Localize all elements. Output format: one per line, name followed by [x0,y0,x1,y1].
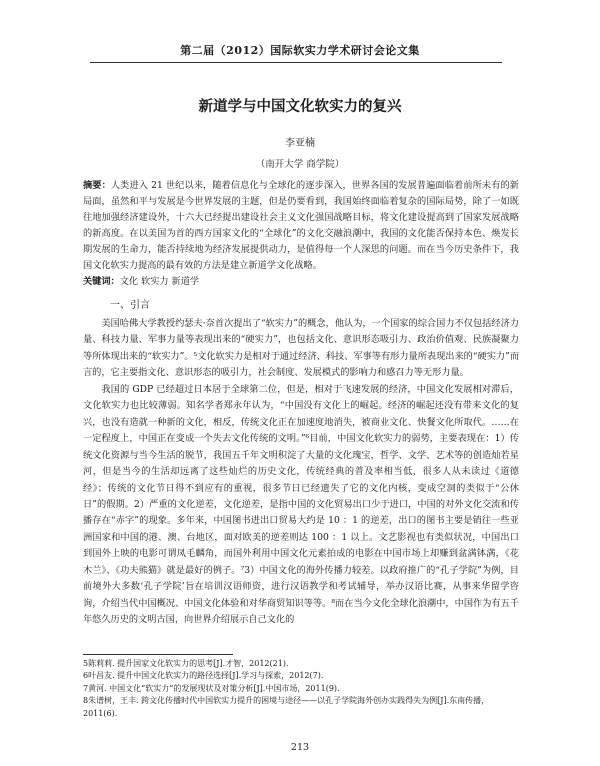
footnote-rule [83,654,233,655]
header-rule [90,62,502,63]
footnote: 6叶昌友. 提升中国文化软实力的路径选择[J].学习与探索，2012(7). [83,671,324,681]
page-number: 213 [290,742,310,753]
abstract-text: 人类进入 21 世纪以来，随着信息化与全球化的逐步深入，世界各国的发展普遍面临着前所未有的新局面，虽然和平与发展是今世界发展的主题，但是仍要看到，我国始终面临着复杂的国际局势，除了一如既往地加强经济建设外，十六大已经提出建设社会主义文化强国战略目标，将文化建设提高到了国家发展战略的新高度。在以美国为首的西方国家文化的“全球化”的文化交融浪潮中，我国的文化能否保持本色、焕发长期发展的生命力，能否持续地为经济发展提供动力，是值得每一个人深思的问题。而在当今历史条件下，我国文化软实力提高的最有效的方法是建立新道学文化战略。 [83,180,519,271]
keywords [83,274,519,290]
abstract [83,178,519,274]
body-paragraph: 我国的 GDP 已经超过日本居于全球第二位，但是，相对于飞速发展的经济，中国文化发展相对滞后，文化软实力也比较薄弱。知名学者郑永年认为，“中国没有文化上的崛起。经济的崛起还没有带来文化的复兴，也没有造就一种新的文化，相反，传统文化正在加速度地消失，被商业文化、快餐文化所取代。……在一定程度上，中国正在变成一个失去文化传统的文明。”⁶目前，中国文化软实力的弱势，主要表现在：1）传统文化资源与当今生活的脱节，我国五千年文明积淀了大量的文化瑰宝，哲学、文学、艺术等的创造灿若星河，但是当今的生活却远离了这些灿烂的历史文化，传统经典的普及率相当低，很多人从未读过《道德经》；传统的文化节日得不到应有的重视，很多节日已经遗失了它的文化内核，变成空洞的类似于“公休日”的假期。2）严重的文化逆差，文化逆差，是指中国的文化贸易出口少于进口，中国的对外文化交流和传播存在“赤字”的现象。多年来，中国图书进出口贸易大约是 10 ：1 的逆差，出口的图书主要是销往一些亚洲国家和中国的港、澳、台地区，面对欧美的逆差则达 100 ：1 以上。文艺影视也有类似状况，中国出口到国外上映的电影可谓凤毛麟角，而国外利用中国文化元素拍成的电影在中国市场上却赚到盆满钵满，《花木兰》、《功夫熊猫》就是最好的例子。⁷3）中国文化的海外传播力较差。以政府推广的“孔子学院”为例，目前境外大多数‘孔子学院’旨在培训汉语师资，进行汉语教学和考试辅导，举办汉语比赛，从事来华留学咨询，介绍当代中国概况、中国文化体验和对华商贸知识等等。⁸而在当今文化全球化浪潮中，中国作为有五千年悠久历史的文明古国，向世界介绍展示自己文化的 [83,383,519,626]
footnote: 5陈莉莉. 提升国家文化软实力的思考[J].才智，2012(21). [83,659,289,668]
keywords-text: 文化 软实力 新道学 [119,276,200,287]
running-head: 第二届（2012）国际软实力学术研讨会论文集 [180,44,420,57]
keywords-label: 关键词： [83,276,120,287]
author-name: 李亚楠 [285,138,315,149]
section-heading: 一、引言 [110,300,150,311]
footnotes [83,658,519,720]
paper-title: 新道学与中国文化软实力的复兴 [198,98,402,115]
body-paragraph: 美国哈佛大学教授约瑟夫·奈首次提出了“软实力”的概念，他认为，一个国家的综合国力不仅包括经济力量、科技力量、军事力量等表现出来的“硬实力”，也包括文化、意识形态吸引力、政治价值观、民族凝聚力等所体现出来的“软实力”。⁵文化软实力是相对于通过经济、科技、军事等有形力量所表现出来的“硬实力”而言的，它主要指文化、意识形态的吸引力，社会制度、发展模式的影响力和感召力等无形力量。 [83,318,519,379]
body-text [83,316,519,629]
author-affiliation: （南开大学 商学院） [255,159,345,170]
footnote: 7黄河. 中国文化“软实力”的发展现状及对策分析[J].中国市场，2011(9). [83,683,340,693]
abstract-label: 摘要： [83,180,111,191]
footnote: 8朱谱树，王丰. 跨文化传播时代中国软实力提升的困境与途径——以孔子学院海外创办实践得失为例[J].东南传播，2011(6). [83,696,490,718]
